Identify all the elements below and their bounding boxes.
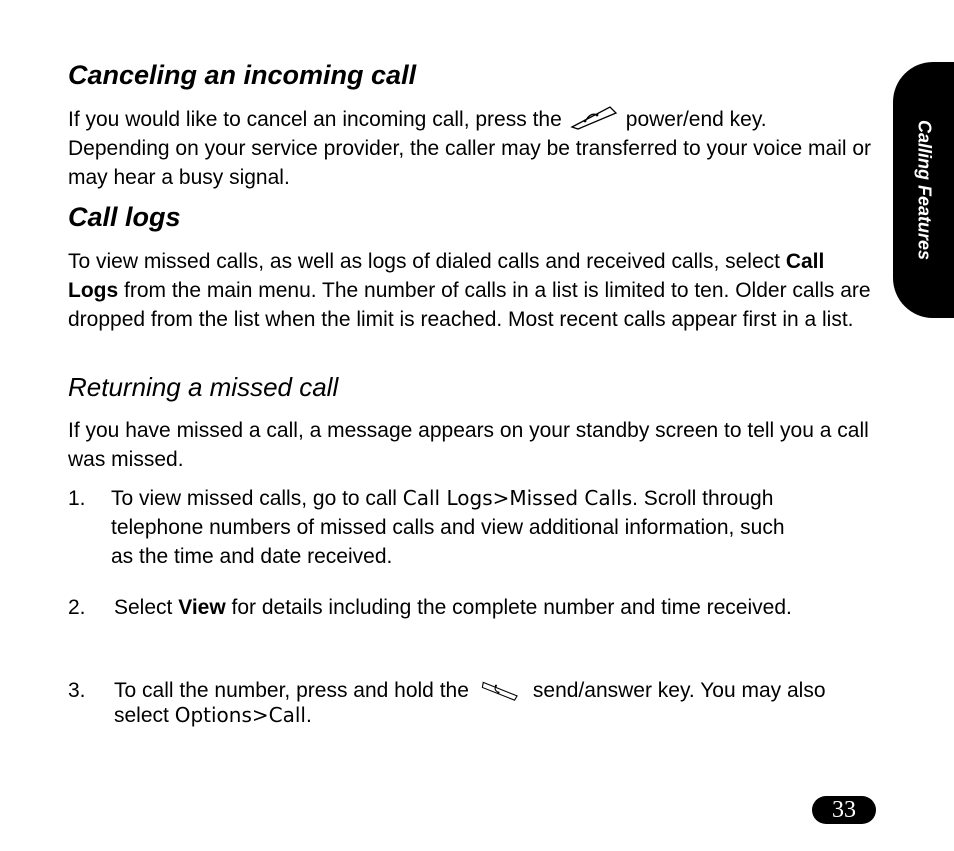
step-1-text-1: To view missed calls, go to call: [111, 487, 403, 510]
step-3-text: [114, 678, 873, 728]
call-logs-text-2: from the main menu. The number of calls in a list is limited to ten. Older calls are dropped from the list when the limit is reached. Most recent calls appear first in a list.: [68, 279, 871, 331]
call-logs-bold: Call Logs: [68, 250, 825, 302]
cancel-text-after: power/end key. Depending on your service provider, the caller may be transferred to your voice mail or may hear a busy signal.: [68, 108, 872, 189]
step-2-bold: View: [178, 596, 226, 619]
step-3: [68, 678, 873, 734]
heading-call-logs: Call logs: [68, 202, 181, 232]
page-number: 33: [812, 796, 876, 824]
chapter-tab-label: Calling Features: [914, 119, 934, 261]
step-3-number: 3.: [68, 679, 86, 702]
step-3-text-2: send/answer key. You may also select: [114, 679, 826, 727]
paragraph-cancel: [68, 105, 873, 192]
step-2-text-1: Select: [114, 596, 179, 619]
step-1-text: [111, 484, 811, 571]
step-2: [68, 596, 873, 650]
step-1-number: 1.: [68, 487, 86, 510]
step-3-text-1: To call the number, press and hold the: [114, 679, 469, 702]
step-2-number: 2.: [68, 596, 86, 619]
heading-canceling-call: Canceling an incoming call: [68, 60, 417, 90]
power-end-key-icon: [570, 104, 618, 130]
step-3-menu-path: Options>Call: [174, 703, 306, 727]
cancel-text-before: If you would like to cancel an incoming call, press the: [68, 108, 562, 131]
paragraph-call-logs: [68, 247, 873, 334]
chapter-side-tab: [893, 62, 954, 318]
step-1-text-2: . Scroll through telephone numbers of missed calls and view additional information, such as the time and date received.: [111, 487, 785, 568]
send-answer-key-icon: [477, 679, 525, 701]
heading-returning-missed-call: Returning a missed call: [68, 372, 339, 402]
call-logs-text-1: To view missed calls, as well as logs of dialed calls and received calls, select: [68, 250, 786, 273]
step-2-text-2: for details including the complete number and time received.: [225, 596, 792, 619]
step-2-text: [114, 596, 804, 620]
step-1: [68, 484, 873, 574]
step-3-text-3: .: [305, 704, 312, 727]
step-1-menu-path: Call Logs>Missed Calls: [402, 486, 633, 510]
paragraph-missed-intro: If you have missed a call, a message appears on your standby screen to tell you a call was missed.: [68, 419, 869, 471]
